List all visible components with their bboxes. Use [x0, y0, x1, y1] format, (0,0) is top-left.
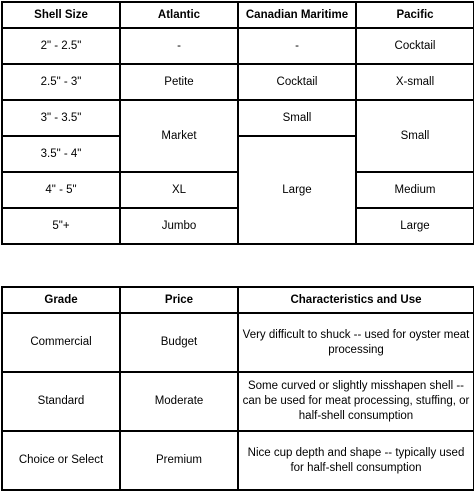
header-pacific: Pacific: [356, 2, 474, 28]
grade-table-header-row: [2, 287, 474, 313]
grade-table-row: [2, 313, 474, 372]
atlantic-cell: Market: [120, 100, 238, 172]
grade-cell: Choice or Select: [2, 431, 120, 490]
grade-cell: Commercial: [2, 313, 120, 372]
oyster-size-table: [1, 1, 474, 245]
header-characteristics: Characteristics and Use: [238, 287, 474, 313]
header-canadian-maritime: Canadian Maritime: [238, 2, 356, 28]
shell-size-cell: 3.5" - 4": [2, 136, 120, 172]
maritime-cell: Small: [238, 100, 356, 136]
price-cell: Moderate: [120, 372, 238, 431]
header-shell-size: Shell Size: [2, 2, 120, 28]
maritime-cell: Large: [238, 136, 356, 244]
header-atlantic: Atlantic: [120, 2, 238, 28]
pacific-cell: X-small: [356, 64, 474, 100]
maritime-cell: Cocktail: [238, 64, 356, 100]
shell-size-cell: 2.5" - 3": [2, 64, 120, 100]
size-table-header-row: [2, 2, 474, 28]
characteristics-cell: Some curved or slightly misshapen shell -- can be used for meat processing, stuffing, or half-shell consumption: [238, 372, 474, 431]
pacific-cell: Small: [356, 100, 474, 172]
pacific-cell: Cocktail: [356, 28, 474, 64]
atlantic-cell: Petite: [120, 64, 238, 100]
pacific-cell: Medium: [356, 172, 474, 208]
pacific-cell: Large: [356, 208, 474, 244]
maritime-cell: -: [238, 28, 356, 64]
size-table-row: [2, 100, 474, 136]
grade-table-row: [2, 431, 474, 490]
shell-size-cell: 3" - 3.5": [2, 100, 120, 136]
price-cell: Premium: [120, 431, 238, 490]
shell-size-cell: 2" - 2.5": [2, 28, 120, 64]
size-table-row: [2, 28, 474, 64]
price-cell: Budget: [120, 313, 238, 372]
atlantic-cell: -: [120, 28, 238, 64]
shell-size-cell: 5"+: [2, 208, 120, 244]
grade-table-row: [2, 372, 474, 431]
header-grade: Grade: [2, 287, 120, 313]
size-table-row: [2, 64, 474, 100]
shell-size-cell: 4" - 5": [2, 172, 120, 208]
oyster-grade-table: [1, 286, 474, 491]
atlantic-cell: XL: [120, 172, 238, 208]
header-price: Price: [120, 287, 238, 313]
grade-cell: Standard: [2, 372, 120, 431]
atlantic-cell: Jumbo: [120, 208, 238, 244]
characteristics-cell: Very difficult to shuck -- used for oyster meat processing: [238, 313, 474, 372]
characteristics-cell: Nice cup depth and shape -- typically used for half-shell consumption: [238, 431, 474, 490]
